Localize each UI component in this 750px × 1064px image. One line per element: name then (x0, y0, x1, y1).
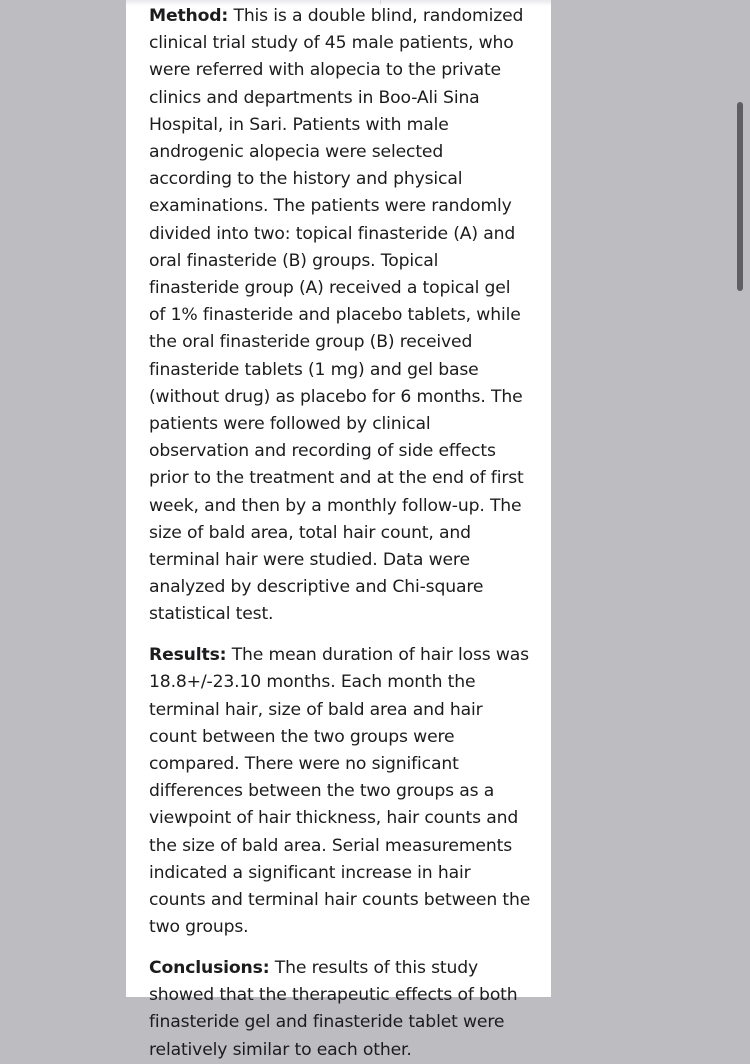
abstract-page (126, 0, 551, 1060)
results-paragraph (149, 642, 531, 941)
results-text: The mean duration of hair loss was 18.8+/-23.10 months. Each month the terminal hair, size of bald area and hair count between the two groups were compared. There were no significant differences between the two groups as a viewpoint of hair thickness, hair counts and the size of bald area. Serial measurements indicated a significant increase in hair counts and terminal hair counts between the two groups. (149, 645, 531, 938)
conclusions-paragraph (149, 955, 531, 1064)
top-edge-shadow (126, 0, 551, 6)
top-divider-tick (380, 0, 381, 4)
conclusions-text: The results of this study showed that the therapeutic effects of both finasteride gel and finasteride tablet were relatively similar to each other. (149, 957, 518, 1060)
method-text: This is a double blind, randomized clinical trial study of 45 male patients, who were referred with alopecia to the private clinics and departments in Boo-Ali Sina Hospital, in Sari. Patients with male androgenic alopecia were selected according to the history and physical examinations. The patients were randomly divided into two: topical finasteride (A) and oral finasteride (B) groups. Topical finasteride group (A) received a topical gel of 1% finasteride and placebo tablets, while the oral finasteride group (B) received finasteride tablets (1 mg) and gel base (without drug) as placebo for 6 months. The patients were followed by clinical observation and recording of side effects prior to the treatment and at the end of first week, and then by a monthly follow-up. The size of bald area, total hair count, and terminal hair were studied. Data were analyzed by descriptive and Chi-square statistical test. (149, 6, 524, 625)
method-paragraph (149, 3, 531, 629)
method-label: Method: (149, 6, 229, 26)
conclusions-label: Conclusions: (149, 957, 270, 978)
scrollbar-thumb[interactable] (737, 102, 743, 291)
results-label: Results: (149, 645, 227, 666)
